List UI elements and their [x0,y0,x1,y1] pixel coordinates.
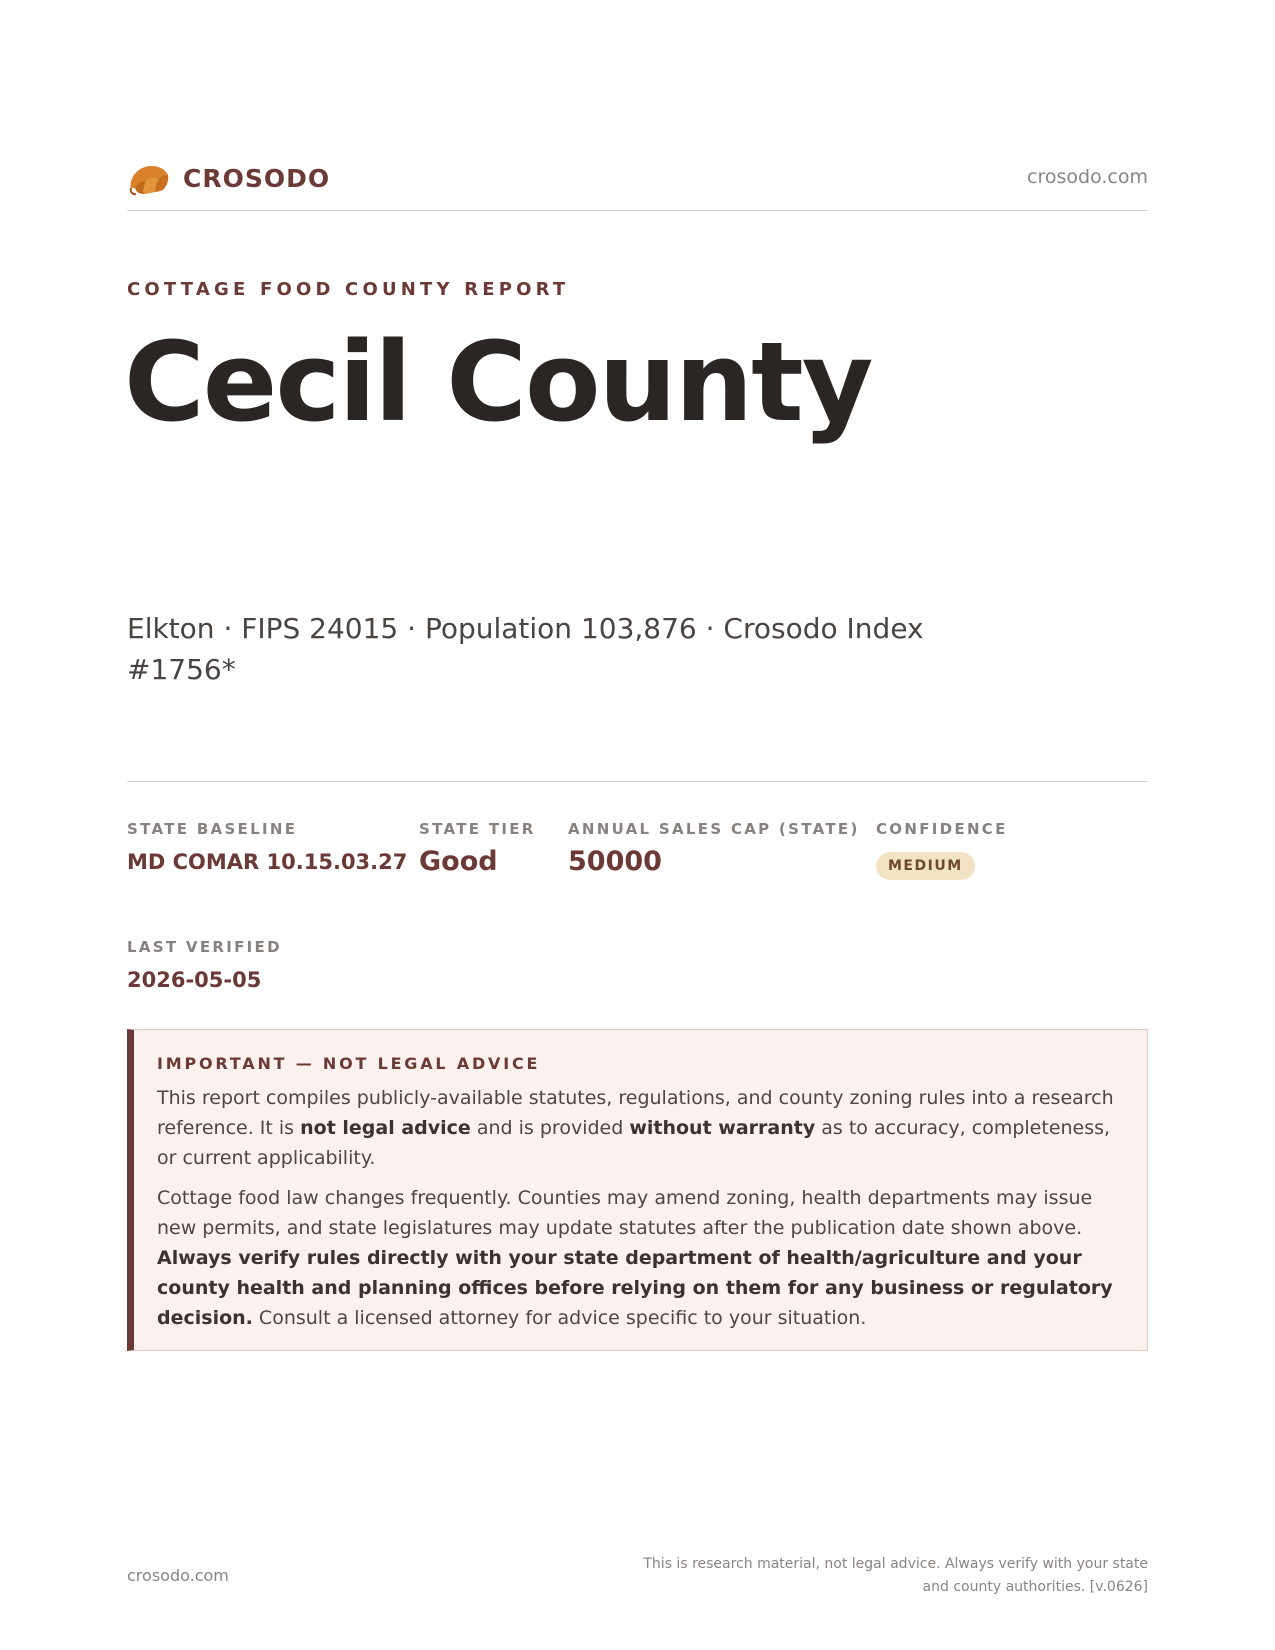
report-page [124,0,1148,1650]
meta-value: 2026-05-05 [127,968,262,992]
page-header [127,158,1148,211]
meta-label: LAST VERIFIED [127,938,282,956]
footer-disclaimer-line: and county authorities. [v.0626] [922,1579,1148,1595]
meta-state-baseline [127,820,407,874]
notice-text: Consult a licensed attorney for advice specific to your situation. [252,1307,867,1329]
notice-emphasis: not legal advice [300,1117,471,1139]
legal-notice [127,1029,1148,1351]
notice-paragraph [157,1083,1123,1173]
notice-text: as to accuracy, completeness, or current applicability. [157,1117,1111,1169]
page-title: Cecil County [124,318,872,446]
footer-disclaimer-line: This is research material, not legal advice. Always verify with your state [643,1556,1148,1572]
meta-state-tier [419,820,536,877]
brand[interactable] [127,158,330,198]
meta-label: CONFIDENCE [876,820,1008,838]
brand-name: CROSODO [183,163,331,193]
notice-emphasis: Always verify rules directly with your state department of health/agriculture and your county health and planning offices before relying on them for any business or regulatory decision. [157,1247,1113,1329]
notice-paragraph [157,1183,1123,1333]
meta-label: STATE TIER [419,820,536,838]
notice-title: IMPORTANT — NOT LEGAL ADVICE [157,1054,541,1073]
meta-sales-cap [568,820,860,877]
meta-value: 50000 [568,846,662,877]
site-url-link[interactable]: crosodo.com [1027,166,1148,188]
notice-text: This report compiles publicly-available statutes, regulations, and county zoning rules into a research reference. It is [157,1087,1114,1139]
meta-last-verified [127,938,282,992]
confidence-badge: MEDIUM [876,852,975,880]
meta-value: Good [419,846,498,877]
meta-label: STATE BASELINE [127,820,298,838]
croissant-icon [127,158,171,198]
notice-text: Cottage food law changes frequently. Counties may amend zoning, health departments may issue new permits, and state legislatures may update statutes after the publication date shown above. [157,1187,1093,1239]
notice-text: and is provided [470,1117,630,1139]
meta-value: MD COMAR 10.15.03.27 [127,850,408,874]
footer-site-url[interactable]: crosodo.com [127,1566,229,1585]
meta-confidence [876,820,1008,880]
footer-disclaimer [608,1553,1148,1599]
report-eyebrow: COTTAGE FOOD COUNTY REPORT [127,279,570,300]
meta-label: ANNUAL SALES CAP (STATE) [568,820,860,838]
notice-emphasis: without warranty [629,1117,816,1139]
county-subtitle: Elkton · FIPS 24015 · Population 103,876 · Crosodo Index #1756* [127,612,924,686]
section-divider [127,781,1148,782]
